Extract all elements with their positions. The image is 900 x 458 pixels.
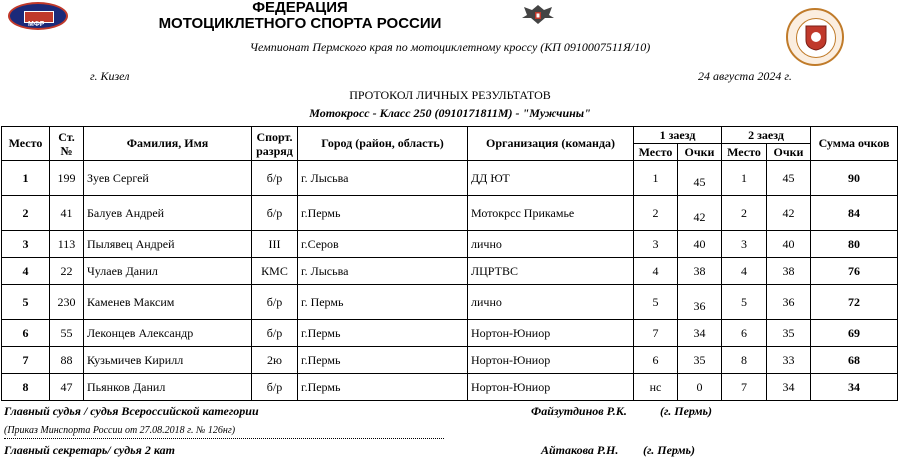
chief-judge-city: (г. Пермь) xyxy=(660,404,713,418)
table-row xyxy=(2,196,898,231)
cell-org: лично xyxy=(468,231,634,258)
col-header-city: Город (район, область) xyxy=(298,127,468,161)
cell-org: ЛЦРТВС xyxy=(468,258,634,285)
cell-org: ДД ЮТ xyxy=(468,161,634,196)
chief-judge-title: Главный судья / судья Всероссийской категории xyxy=(4,404,259,418)
cell-place: 3 xyxy=(2,231,50,258)
cell-race1-points: 40 xyxy=(678,231,722,258)
event-date: 24 августа 2024 г. xyxy=(698,69,792,83)
table-row xyxy=(2,285,898,320)
cell-rank: б/р xyxy=(252,285,298,320)
cell-name: Зуев Сергей xyxy=(84,161,252,196)
col-header-race1-points: Очки xyxy=(678,144,722,161)
cell-race1-points: 0 xyxy=(678,374,722,401)
cell-org: Нортон-Юниор xyxy=(468,347,634,374)
cell-race1-points: 42 xyxy=(678,196,722,231)
col-header-rank: Спорт. разряд xyxy=(252,127,298,161)
cell-race2-place: 1 xyxy=(722,161,767,196)
cell-name: Каменев Максим xyxy=(84,285,252,320)
cell-race1-place: 7 xyxy=(634,320,678,347)
cell-city: г.Пермь xyxy=(298,347,468,374)
mfr-logo xyxy=(8,2,68,30)
cell-race1-points: 45 xyxy=(678,161,722,196)
cell-race1-place: 4 xyxy=(634,258,678,285)
event-city: г. Кизел xyxy=(90,69,130,83)
cell-name: Пылявец Андрей xyxy=(84,231,252,258)
cell-start-number: 22 xyxy=(50,258,84,285)
cell-race2-points: 38 xyxy=(767,258,811,285)
cell-city: г.Пермь xyxy=(298,374,468,401)
cell-city: г.Серов xyxy=(298,231,468,258)
cell-place: 1 xyxy=(2,161,50,196)
cell-name: Балуев Андрей xyxy=(84,196,252,231)
cell-race2-points: 36 xyxy=(767,285,811,320)
cell-place: 7 xyxy=(2,347,50,374)
cell-start-number: 47 xyxy=(50,374,84,401)
cell-city: г. Пермь xyxy=(298,285,468,320)
cell-start-number: 113 xyxy=(50,231,84,258)
cell-org: Мотокрсс Прикамье xyxy=(468,196,634,231)
cell-race1-points: 38 xyxy=(678,258,722,285)
col-header-name: Фамилия, Имя xyxy=(84,127,252,161)
col-header-race1-place: Место xyxy=(634,144,678,161)
cell-race2-place: 2 xyxy=(722,196,767,231)
cell-city: г. Лысьва xyxy=(298,161,468,196)
cell-org: лично xyxy=(468,285,634,320)
cell-race1-points: 35 xyxy=(678,347,722,374)
cell-name: Чулаев Данил xyxy=(84,258,252,285)
cell-start-number: 41 xyxy=(50,196,84,231)
col-header-org: Организация (команда) xyxy=(468,127,634,161)
col-header-total: Сумма очков xyxy=(811,127,898,161)
col-header-race1: 1 заезд xyxy=(634,127,722,144)
cell-rank: б/р xyxy=(252,196,298,231)
cell-race2-place: 4 xyxy=(722,258,767,285)
cell-name: Леконцев Александр xyxy=(84,320,252,347)
cell-city: г.Пермь xyxy=(298,196,468,231)
cell-rank: 2ю xyxy=(252,347,298,374)
cell-org: Нортон-Юниор xyxy=(468,374,634,401)
order-note: (Приказ Минспорта России от 27.08.2018 г. № 126нг) xyxy=(4,425,236,436)
cell-place: 2 xyxy=(2,196,50,231)
bear-shield-icon xyxy=(805,25,827,51)
col-header-race2-place: Место xyxy=(722,144,767,161)
cell-race2-points: 34 xyxy=(767,374,811,401)
table-row xyxy=(2,231,898,258)
cell-rank: КМС xyxy=(252,258,298,285)
table-row xyxy=(2,347,898,374)
cell-total: 34 xyxy=(811,374,898,401)
federation-title-line2: МОТОЦИКЛЕТНОГО СПОРТА РОССИИ xyxy=(158,15,442,32)
cell-city: г.Пермь xyxy=(298,320,468,347)
cell-total: 80 xyxy=(811,231,898,258)
cell-rank: б/р xyxy=(252,374,298,401)
cell-total: 69 xyxy=(811,320,898,347)
cell-race2-points: 45 xyxy=(767,161,811,196)
chief-judge-name: Файзутдинов Р.К. xyxy=(531,404,627,418)
protocol-title: ПРОТОКОЛ ЛИЧНЫХ РЕЗУЛЬТАТОВ xyxy=(349,88,551,102)
cell-place: 6 xyxy=(2,320,50,347)
col-header-start-number: Ст. № xyxy=(50,127,84,161)
cell-race2-place: 8 xyxy=(722,347,767,374)
cell-race2-place: 5 xyxy=(722,285,767,320)
cell-race1-place: 6 xyxy=(634,347,678,374)
cell-total: 84 xyxy=(811,196,898,231)
cell-total: 76 xyxy=(811,258,898,285)
coat-of-arms-icon xyxy=(518,2,558,26)
cell-place: 5 xyxy=(2,285,50,320)
col-header-race2: 2 заезд xyxy=(722,127,811,144)
table-row xyxy=(2,258,898,285)
cell-race2-points: 35 xyxy=(767,320,811,347)
mfr-logo-text: МФР xyxy=(28,21,45,28)
cell-race1-place: 2 xyxy=(634,196,678,231)
cell-start-number: 199 xyxy=(50,161,84,196)
class-line: Мотокросс - Класс 250 (0910171811М) - "Мужчины" xyxy=(309,106,591,120)
cell-place: 8 xyxy=(2,374,50,401)
secretary-city: (г. Пермь) xyxy=(643,443,696,457)
secretary-title: Главный секретарь/ судья 2 кат xyxy=(4,443,175,457)
cell-total: 72 xyxy=(811,285,898,320)
cell-race2-points: 42 xyxy=(767,196,811,231)
cell-race2-points: 40 xyxy=(767,231,811,258)
federation-title-line1: ФЕДЕРАЦИЯ xyxy=(252,0,348,16)
table-row xyxy=(2,374,898,401)
cell-race1-place: 3 xyxy=(634,231,678,258)
cell-race1-place: нс xyxy=(634,374,678,401)
cell-start-number: 55 xyxy=(50,320,84,347)
col-header-place: Место xyxy=(2,127,50,161)
cell-rank: б/р xyxy=(252,320,298,347)
cell-race1-place: 1 xyxy=(634,161,678,196)
cell-race2-place: 3 xyxy=(722,231,767,258)
cell-race2-points: 33 xyxy=(767,347,811,374)
regional-federation-logo xyxy=(786,8,844,66)
cell-total: 68 xyxy=(811,347,898,374)
cell-rank: б/р xyxy=(252,161,298,196)
cell-race1-points: 36 xyxy=(678,285,722,320)
cell-race2-place: 6 xyxy=(722,320,767,347)
table-row xyxy=(2,320,898,347)
cell-race1-place: 5 xyxy=(634,285,678,320)
secretary-name: Айтакова Р.Н. xyxy=(541,443,619,457)
col-header-race2-points: Очки xyxy=(767,144,811,161)
championship-line: Чемпионат Пермского края по мотоциклетному кроссу (КП 0910007511Я/10) xyxy=(249,40,651,54)
table-row xyxy=(2,161,898,196)
cell-total: 90 xyxy=(811,161,898,196)
cell-name: Кузьмичев Кирилл xyxy=(84,347,252,374)
cell-org: Нортон-Юниор xyxy=(468,320,634,347)
cell-rank: III xyxy=(252,231,298,258)
cell-start-number: 230 xyxy=(50,285,84,320)
cell-race2-place: 7 xyxy=(722,374,767,401)
federation-title xyxy=(80,0,520,31)
cell-name: Пьянков Данил xyxy=(84,374,252,401)
cell-start-number: 88 xyxy=(50,347,84,374)
cell-place: 4 xyxy=(2,258,50,285)
results-table xyxy=(1,126,898,401)
order-underline xyxy=(4,438,444,439)
cell-race1-points: 34 xyxy=(678,320,722,347)
cell-city: г. Лысьва xyxy=(298,258,468,285)
